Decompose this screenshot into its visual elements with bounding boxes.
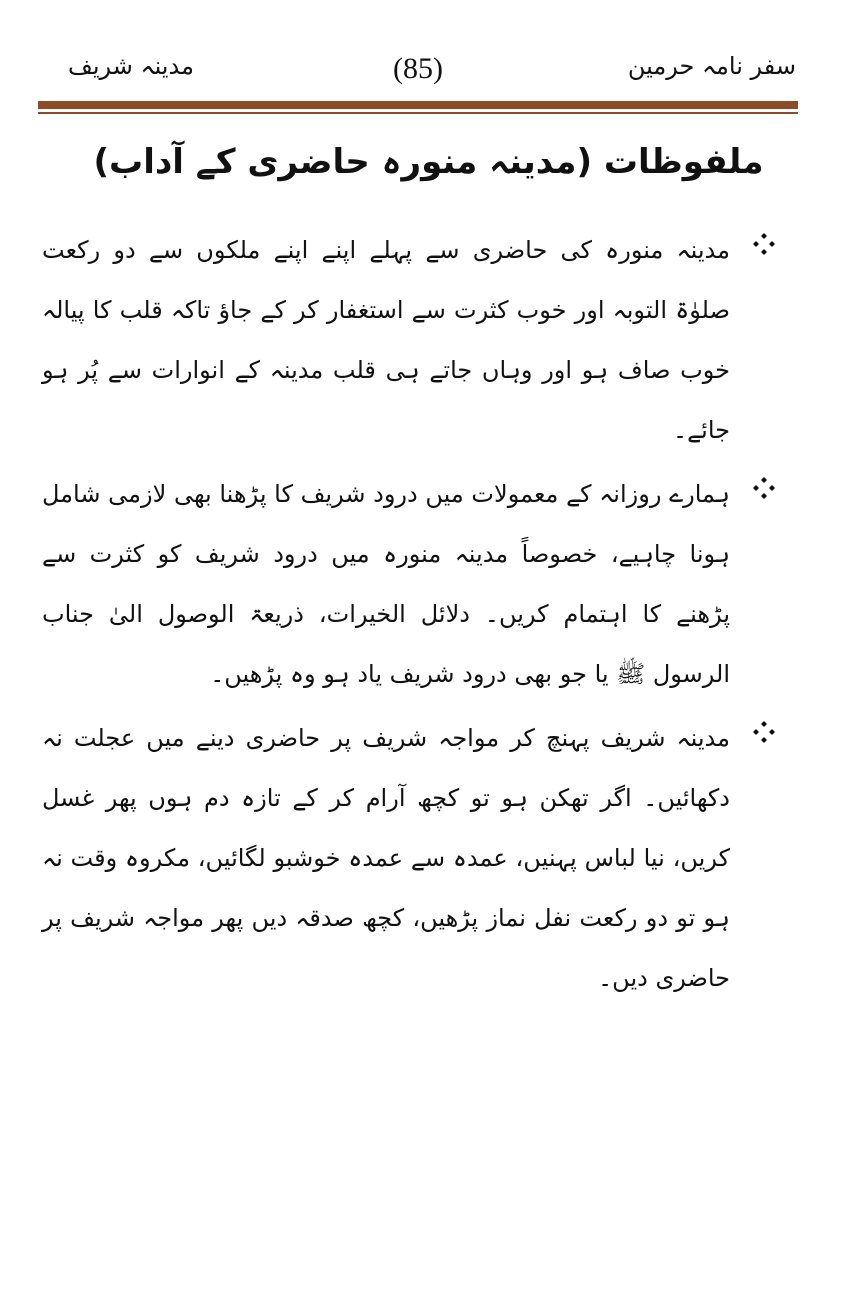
diamond-bullet-icon [750,718,778,746]
chapter-title: مدینہ شریف [68,52,194,80]
list-item-text: مدینہ منورہ کی حاضری سے پہلے اپنے اپنے ملکوں سے دو رکعت صلوٰۃ التوبہ اور خوب کثرت سے استغفار کر کے جاؤ تاکہ قلب کا پیالہ خوب صاف ہو اور وہاں جاتے ہی قلب مدینہ کے انوارات سے پُر ہو جائے۔ [42,236,730,444]
section-title: ملفوظات (مدینہ منورہ حاضری کے آداب) [93,142,764,182]
book-title: سفر نامہ حرمین [627,52,796,80]
page-header [38,52,798,92]
list-item [42,708,782,1008]
diamond-bullet-icon [750,230,778,258]
list-item-text: ہمارے روزانہ کے معمولات میں درود شریف کا پڑھنا بھی لازمی شامل ہونا چاہیے، خصوصاً مدینہ منورہ میں درود شریف کو کثرت سے پڑھنے کا اہتمام کریں۔ دلائل الخیرات، ذریعۃ الوصول الیٰ جناب الرسول ﷺ یا جو بھی درود شریف یاد ہو وہ پڑھیں۔ [42,480,730,688]
list-item [42,464,782,704]
diamond-bullet-icon [750,474,778,502]
bullet-list [42,220,782,1012]
header-rule-thin [38,112,798,114]
header-rule-thick [38,101,798,109]
list-item-text: مدینہ شریف پہنچ کر مواجہ شریف پر حاضری دینے میں عجلت نہ دکھائیں۔ اگر تھکن ہو تو کچھ آرام کر کے تازہ دم ہوں پھر غسل کریں، نیا لباس پہنیں، عمدہ سے عمدہ خوشبو لگائیں، مکروہ وقت نہ ہو تو دو رکعت نفل نماز پڑھیں، کچھ صدقہ دیں پھر مواجہ شریف پر حاضری دیں۔ [42,724,730,992]
page-number: (85) [393,52,443,85]
list-item [42,220,782,460]
